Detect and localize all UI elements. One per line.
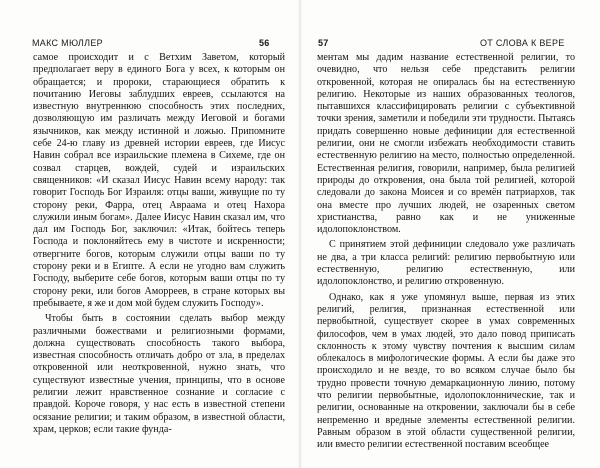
right-paragraph-3: Однако, как я уже упомянул выше, первая из этих религий, религия, признанная естественной или первобытной, существует скорее в умах современных философов, чем в умах людей, это дало повод приписать склонность к этому чувству почтения к высшим силам облекалось в мифологические формы. А если бы даже это происходило и не везде, то во всяком случае было бы трудно провести точную демаркационную линию, потому что религии первобытные, идолопоклоннические, так и религии, основанные на откровении, заключали бы в себе непременно и вредные элементы естественной религии. Равным образом в этой области существенной религии, или вместо религии естественной поставим всеобщее: [317, 291, 575, 451]
right-body-text: [317, 52, 575, 452]
right-paragraph-1: ментам мы дадим название естественной религии, то очевидно, что нельзя себе представить религии откровенной, которая не опиралась бы на естественную религию. Некоторые из наших образованных теологов, пытавшихся классифицировать религии с субъективной точки зрения, заметили и победили эти трудности. Пытаясь придать совершенно новые дефиниции для естественной религии, они не смогли избежать необходимости ставить естественную религию на место, полностью определенной. Естественная религия, говорили, например, была религией природы до откровения, она была той религией, которой следовали до закона Моисея и со времён патриархов, так она вместе про лучших людей, не озаренных светом христианства, равно как и не униженные идолопоклонством.: [317, 52, 575, 236]
right-paragraph-2: С принятием этой дефиниции следовало уже различать не два, а три класса религий: религию первобытную или естественную, религию естественную, или идолопоклонство, и религию откровенную.: [317, 239, 575, 288]
left-paragraph-1: самое происходит и с Ветхим Заветом, который предполагает веру в единого Бога у всех, к которым он обращается; и пророки, старающиеся обратить к почитанию Иеговы заблудших евреев, ссылаются на известную внутреннюю способность этих последних, дозволяющую им различать между Иеговой и богами язычников, как между истинной и ложью. Припомните себе 24-ю главу из древней истории евреев, где Иисус Навин собрал все израильские племена в Сихеме, где он созвал старцев, вождей, судей и израильских священников: «И сказал Иисус Навин всему народу: так говорит Господь Бог Израиля: отцы ваши, живущие по ту сторону реки, Фарра, отец Авраама и отец Нахора служили иным богам». Далее Иисус Навин сказал им, что дал им Господь Бог, заключил: «Итак, бойтесь теперь Господа и поклоняйтесь ему в чистоте и искренности; отвергните богов, которым служили отцы ваши по ту сторону реки и в Египте. А если не угодно вам служить Господу, выберите себе богов, которым ваши отцы по ту сторону реки, или богов Аморреев, в стране которых вы пребываете, я же и дом мой будем служить Господу».: [33, 52, 285, 309]
right-running-head: ОТ СЛОВА К ВЕРЕ: [480, 38, 565, 48]
left-running-head: МАКС МЮЛЛЕР: [32, 38, 103, 48]
left-page-number: 56: [259, 38, 270, 48]
left-body-text: [33, 52, 285, 436]
left-paragraph-2: Чтобы быть в состоянии сделать выбор между различными божествами и религиозными формами, должна существовать способность такого выбора, известная способность отличать добро от зла, в пределах откровенной или неоткровенной, нужно знать, что существуют известные учения, принципы, что в основе религии лежит нравственное сознание и согласие с правдой. Короче говоря, у нас есть в известной степени осязание религии; и таким образом, в известной области, храм, церков; если такие фунда-: [33, 313, 285, 435]
right-page-number: 57: [318, 38, 329, 48]
right-page: [300, 0, 600, 468]
